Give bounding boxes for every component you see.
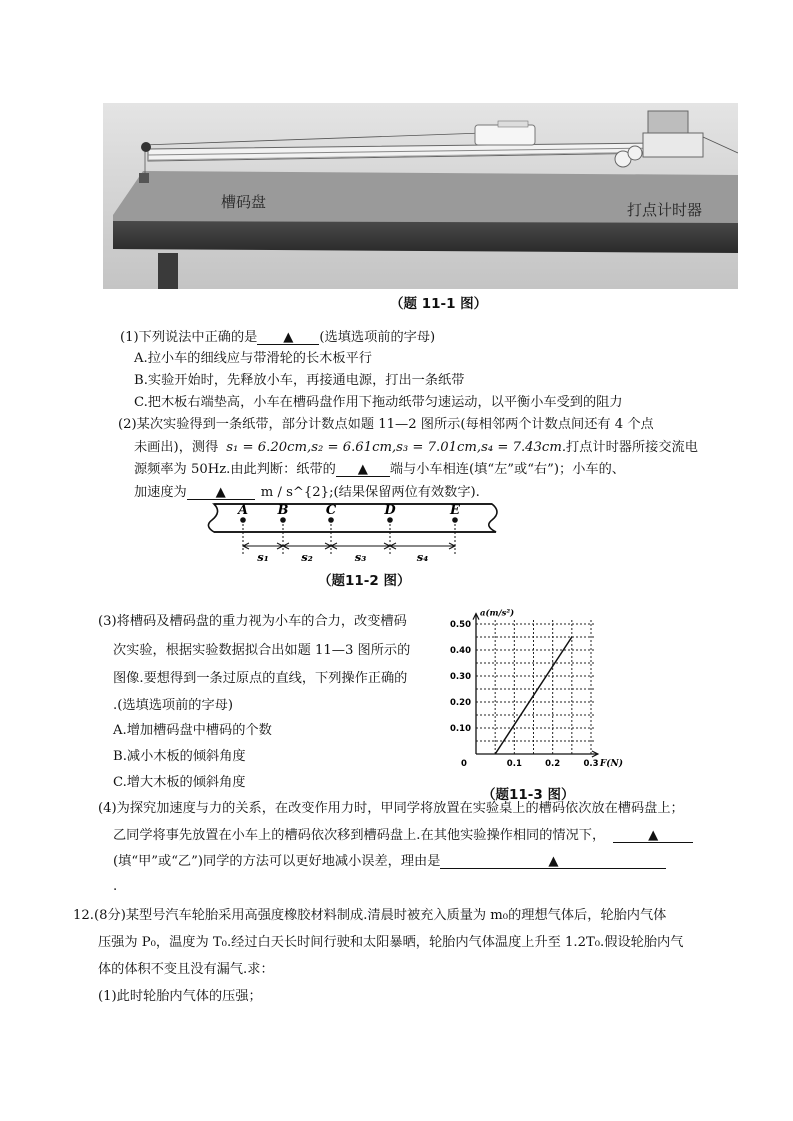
q12-sub1: (1)此时轮胎内气体的压强； (98, 989, 262, 1004)
q2-line3-b: 端与小车相连(填“左”或“右”)；小车的、 (389, 462, 625, 477)
q3-option-c: C.增大木板的倾斜角度 (113, 775, 246, 790)
q2-line3 (134, 463, 625, 477)
y-tick-label: 0.20 (450, 698, 471, 708)
label-weight-pan: 槽码盘 (221, 193, 267, 211)
q4-student-blank: ▲ (613, 829, 693, 843)
fig2-caption: （题11-2 图） (318, 573, 411, 589)
q1-option-a: A.拉小车的细线应与带滑轮的长木板平行 (134, 351, 372, 366)
x-tick-label: 0.1 (506, 759, 522, 769)
tape-point-label: C (325, 503, 337, 518)
acceleration-force-chart (428, 598, 633, 770)
y-tick-label: 0.50 (450, 620, 471, 630)
tape-point-label: E (450, 503, 460, 518)
apparatus-photo (103, 103, 738, 289)
q2-line4-a: 加速度为 (134, 485, 187, 500)
q12-line1: 12.(8分)某型号汽车轮胎采用高强度橡胶材料制成.清晨时被充入质量为 m₀的理想气体后，轮胎内气体 (73, 908, 667, 923)
q1-stem-b: (选填选项前的字母) (319, 330, 436, 345)
y-axis-label: a(m/s²) (480, 608, 515, 619)
q4-line2 (113, 829, 693, 843)
q3-option-b: B.减小木板的倾斜角度 (113, 749, 246, 764)
q4-line1: (4)为探究加速度与力的关系，在改变作用力时，甲同学将放置在实验桌上的槽码依次放在槽码盘上； (98, 801, 684, 816)
tape-point-label: B (277, 503, 289, 518)
q2-measurements: s₁ = 6.20cm,s₂ = 6.61cm,s₃ = 7.01cm,s₄ = 7.43cm. (226, 440, 567, 455)
y-tick-label: 0.40 (450, 646, 471, 656)
q2-line2-b: 打点计时器所接交流电 (566, 440, 698, 455)
y-tick-label: 0.30 (450, 672, 471, 682)
q4-line4: . (113, 879, 118, 894)
x-tick-label: 0 (461, 759, 467, 769)
q12-line3: 体的体积不变且没有漏气.求： (98, 962, 274, 977)
segment-label: s₂ (301, 550, 313, 564)
tape-point-label: A (237, 503, 249, 518)
q1-answer-blank: ▲ (257, 331, 319, 345)
q12-line2: 压强为 P₀，温度为 T₀.经过白天长时间行驶和太阳暴晒，轮胎内气体温度上升至 1.2T₀.假设轮胎内气 (98, 935, 684, 950)
q2-end-blank: ▲ (336, 463, 390, 477)
q1-option-c: C.把木板右端垫高，小车在槽码盘作用下拖动纸带匀速运动，以平衡小车受到的阻力 (134, 395, 623, 410)
q3-line2: 次实验，根据实验数据拟合出如题 11—3 图所示的 (113, 643, 411, 658)
q2-line3-a: 源频率为 50Hz.由此判断：纸带的 (134, 462, 336, 477)
q3-option-a: A.增加槽码盘中槽码的个数 (113, 723, 272, 738)
fig3-caption: （题11-3 图） (482, 787, 575, 803)
q3-line1: (3)将槽码及槽码盘的重力视为小车的合力，改变槽码 (98, 614, 407, 629)
q1-stem (120, 331, 435, 345)
segment-label: s₄ (416, 550, 429, 564)
y-tick-label: 0.10 (450, 724, 471, 734)
q4-line3-a: (填“甲”或“乙”)同学的方法可以更好地减小误差，理由是 (113, 854, 441, 869)
segment-label: s₁ (257, 550, 269, 564)
q4-line2-a: 乙同学将事先放置在小车上的槽码依次移到槽码盘上.在其他实验操作相同的情况下， (113, 828, 606, 843)
x-axis-label: F(N) (599, 759, 624, 769)
q2-acceleration-blank: ▲ (187, 486, 255, 500)
q2-line2 (134, 441, 698, 454)
q2-line4-b: m / s^{2};(结果保留两位有效数字). (260, 485, 480, 500)
q4-reason-blank: ▲ (440, 855, 666, 869)
q1-stem-a: (1)下列说法中正确的是 (120, 330, 258, 345)
tape-figure (196, 498, 516, 568)
q1-option-b: B.实验开始时，先释放小车，再接通电源，打出一条纸带 (134, 373, 465, 388)
q2-line2-a: 未画出)，测得 (134, 440, 219, 455)
q3-line4: .(选填选项前的字母) (113, 698, 233, 713)
label-timer: 打点计时器 (627, 201, 703, 219)
tape-point-label: D (384, 503, 396, 518)
q3-line3: 图像.要想得到一条过原点的直线，下列操作正确的 (113, 671, 408, 686)
q2-line1: (2)某次实验得到一条纸带，部分计数点如题 11—2 图所示(每相邻两个计数点间还有 4 个点 (118, 417, 654, 432)
segment-label: s₃ (354, 550, 367, 564)
fig1-caption: （题 11-1 图） (390, 296, 488, 312)
x-tick-label: 0.3 (583, 759, 599, 769)
q4-line3 (113, 855, 666, 869)
x-tick-label: 0.2 (545, 759, 561, 769)
